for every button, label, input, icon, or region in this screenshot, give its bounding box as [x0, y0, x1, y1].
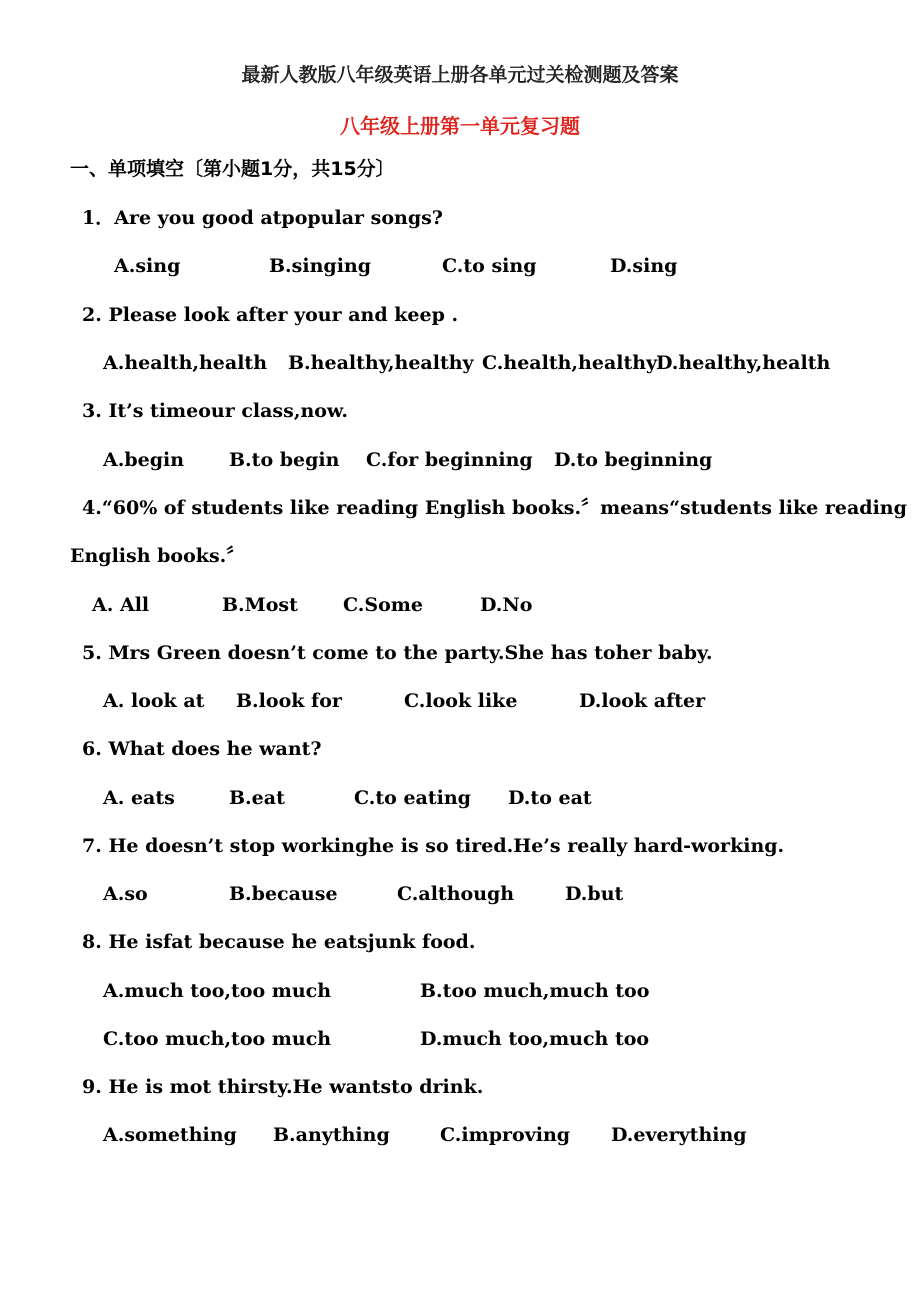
question-5-option-c: C.look like: [404, 690, 518, 712]
question-7-option-b: B.because: [229, 883, 338, 905]
question-4-option-d: D.No: [480, 594, 533, 616]
question-4-option-a: A. All: [92, 594, 150, 616]
question-7-option-c: C.although: [397, 883, 515, 905]
question-8-option-d: D.much too,much too: [420, 1028, 650, 1050]
question-1-stem: 1．Are you good atpopular songs?: [82, 207, 443, 229]
question-2-option-b: B.healthy,healthy: [288, 352, 474, 374]
question-3-option-b: B.to begin: [229, 449, 340, 471]
question-2-option-c: C.health,healthy: [482, 352, 658, 374]
question-1-option-b: B.singing: [269, 255, 372, 277]
section-heading: 一、单项填空〔第小题1分，共15分〕: [70, 158, 395, 180]
question-9-option-a: A.something: [103, 1124, 237, 1146]
question-7-option-a: A.so: [103, 883, 148, 905]
unit-title: 八年级上册第一单元复习题: [340, 114, 580, 138]
question-4-option-b: B.Most: [222, 594, 298, 616]
question-3-option-c: C.for beginning: [366, 449, 533, 471]
question-5-option-d: D.look after: [579, 690, 706, 712]
question-5-option-a: A. look at: [103, 690, 205, 712]
question-6-option-b: B.eat: [229, 787, 285, 809]
question-9-option-b: B.anything: [273, 1124, 390, 1146]
question-6-option-a: A. eats: [103, 787, 175, 809]
question-6-stem: 6. What does he want?: [82, 738, 322, 760]
document-title: 最新人教版八年级英语上册各单元过关检测题及答案: [241, 64, 679, 86]
question-4-option-c: C.Some: [343, 594, 423, 616]
question-5-stem: 5. Mrs Green doesn’t come to the party.She has toher baby.: [82, 642, 713, 664]
question-6-option-c: C.to eating: [354, 787, 471, 809]
question-1-option-d: D.sing: [610, 255, 678, 277]
question-7-option-d: D.but: [565, 883, 624, 905]
question-2-stem: 2. Please look after your and keep .: [82, 304, 459, 326]
question-8-option-a: A.much too,too much: [103, 980, 332, 1002]
question-3-option-a: A.begin: [103, 449, 185, 471]
question-1-option-a: A.sing: [114, 255, 181, 277]
question-4-stem-continued: English books.〞: [70, 545, 246, 567]
question-2-option-d: D.healthy,health: [656, 352, 831, 374]
question-7-stem: 7. He doesn’t stop workinghe is so tired.He’s really hard-working.: [82, 835, 785, 857]
question-9-option-c: C.improving: [440, 1124, 571, 1146]
question-3-stem: 3. It’s timeour class,now.: [82, 400, 348, 422]
question-8-option-c: C.too much,too much: [103, 1028, 332, 1050]
question-1-option-c: C.to sing: [442, 255, 537, 277]
question-4-stem: 4.“60% of students like reading English books.〞means“students like reading: [82, 497, 907, 519]
question-8-stem: 8. He isfat because he eatsjunk food.: [82, 931, 476, 953]
question-6-option-d: D.to eat: [508, 787, 592, 809]
question-8-option-b: B.too much,much too: [420, 980, 650, 1002]
question-2-option-a: A.health,health: [103, 352, 268, 374]
question-9-stem: 9. He is mot thirsty.He wantsto drink.: [82, 1076, 484, 1098]
question-9-option-d: D.everything: [611, 1124, 747, 1146]
question-3-option-d: D.to beginning: [554, 449, 713, 471]
question-5-option-b: B.look for: [236, 690, 342, 712]
